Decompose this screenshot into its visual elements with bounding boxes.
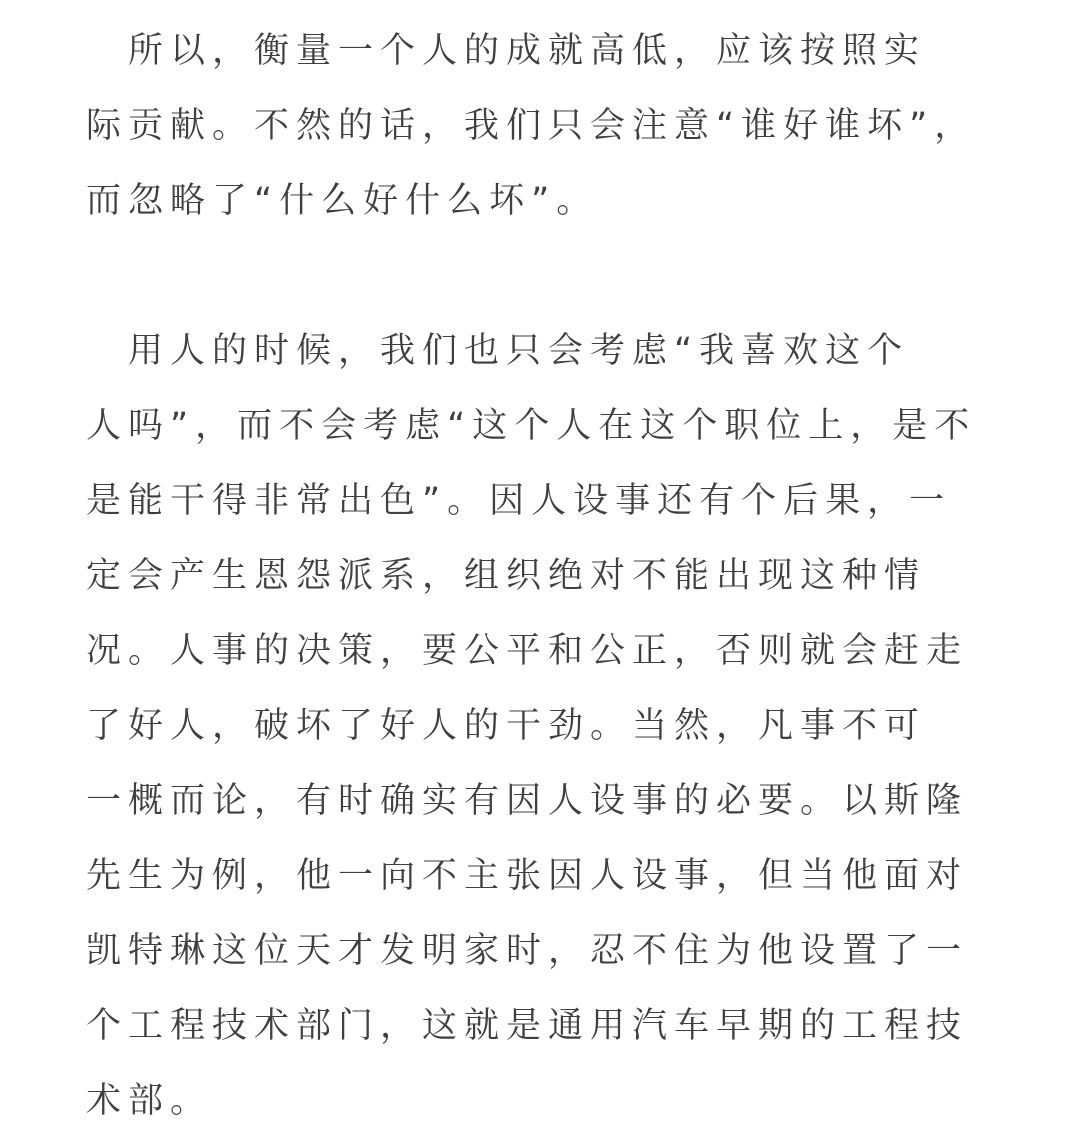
text-line: 人吗”，而不会考虑“这个人在这个职位上，是不	[86, 406, 977, 446]
text-line: 用人的时候，我们也只会考虑“我喜欢这个	[86, 331, 910, 371]
text-line: 了好人，破坏了好人的干劲。当然，凡事不可	[86, 706, 927, 746]
text-line: 个工程技术部门，这就是通用汽车早期的工程技	[86, 1006, 969, 1046]
text-line: 凯特琳这位天才发明家时，忍不住为他设置了一	[86, 931, 969, 971]
text-line: 是能干得非常出色”。因人设事还有个后果，一	[86, 481, 952, 521]
text-line: 况。人事的决策，要公平和公正，否则就会赶走	[86, 631, 969, 671]
text-line: 一概而论，有时确实有因人设事的必要。以斯隆	[86, 781, 969, 821]
text-line: 定会产生恩怨派系，组织绝对不能出现这种情	[86, 556, 927, 596]
text-line: 际贡献。不然的话，我们只会注意“谁好谁坏”，	[86, 106, 977, 146]
text-line: 所以，衡量一个人的成就高低，应该按照实	[86, 31, 927, 71]
text-line: 先生为例，他一向不主张因人设事，但当他面对	[86, 856, 969, 896]
text-line: 而忽略了“什么好什么坏”。	[86, 181, 599, 221]
text-line: 术部。	[86, 1081, 213, 1121]
